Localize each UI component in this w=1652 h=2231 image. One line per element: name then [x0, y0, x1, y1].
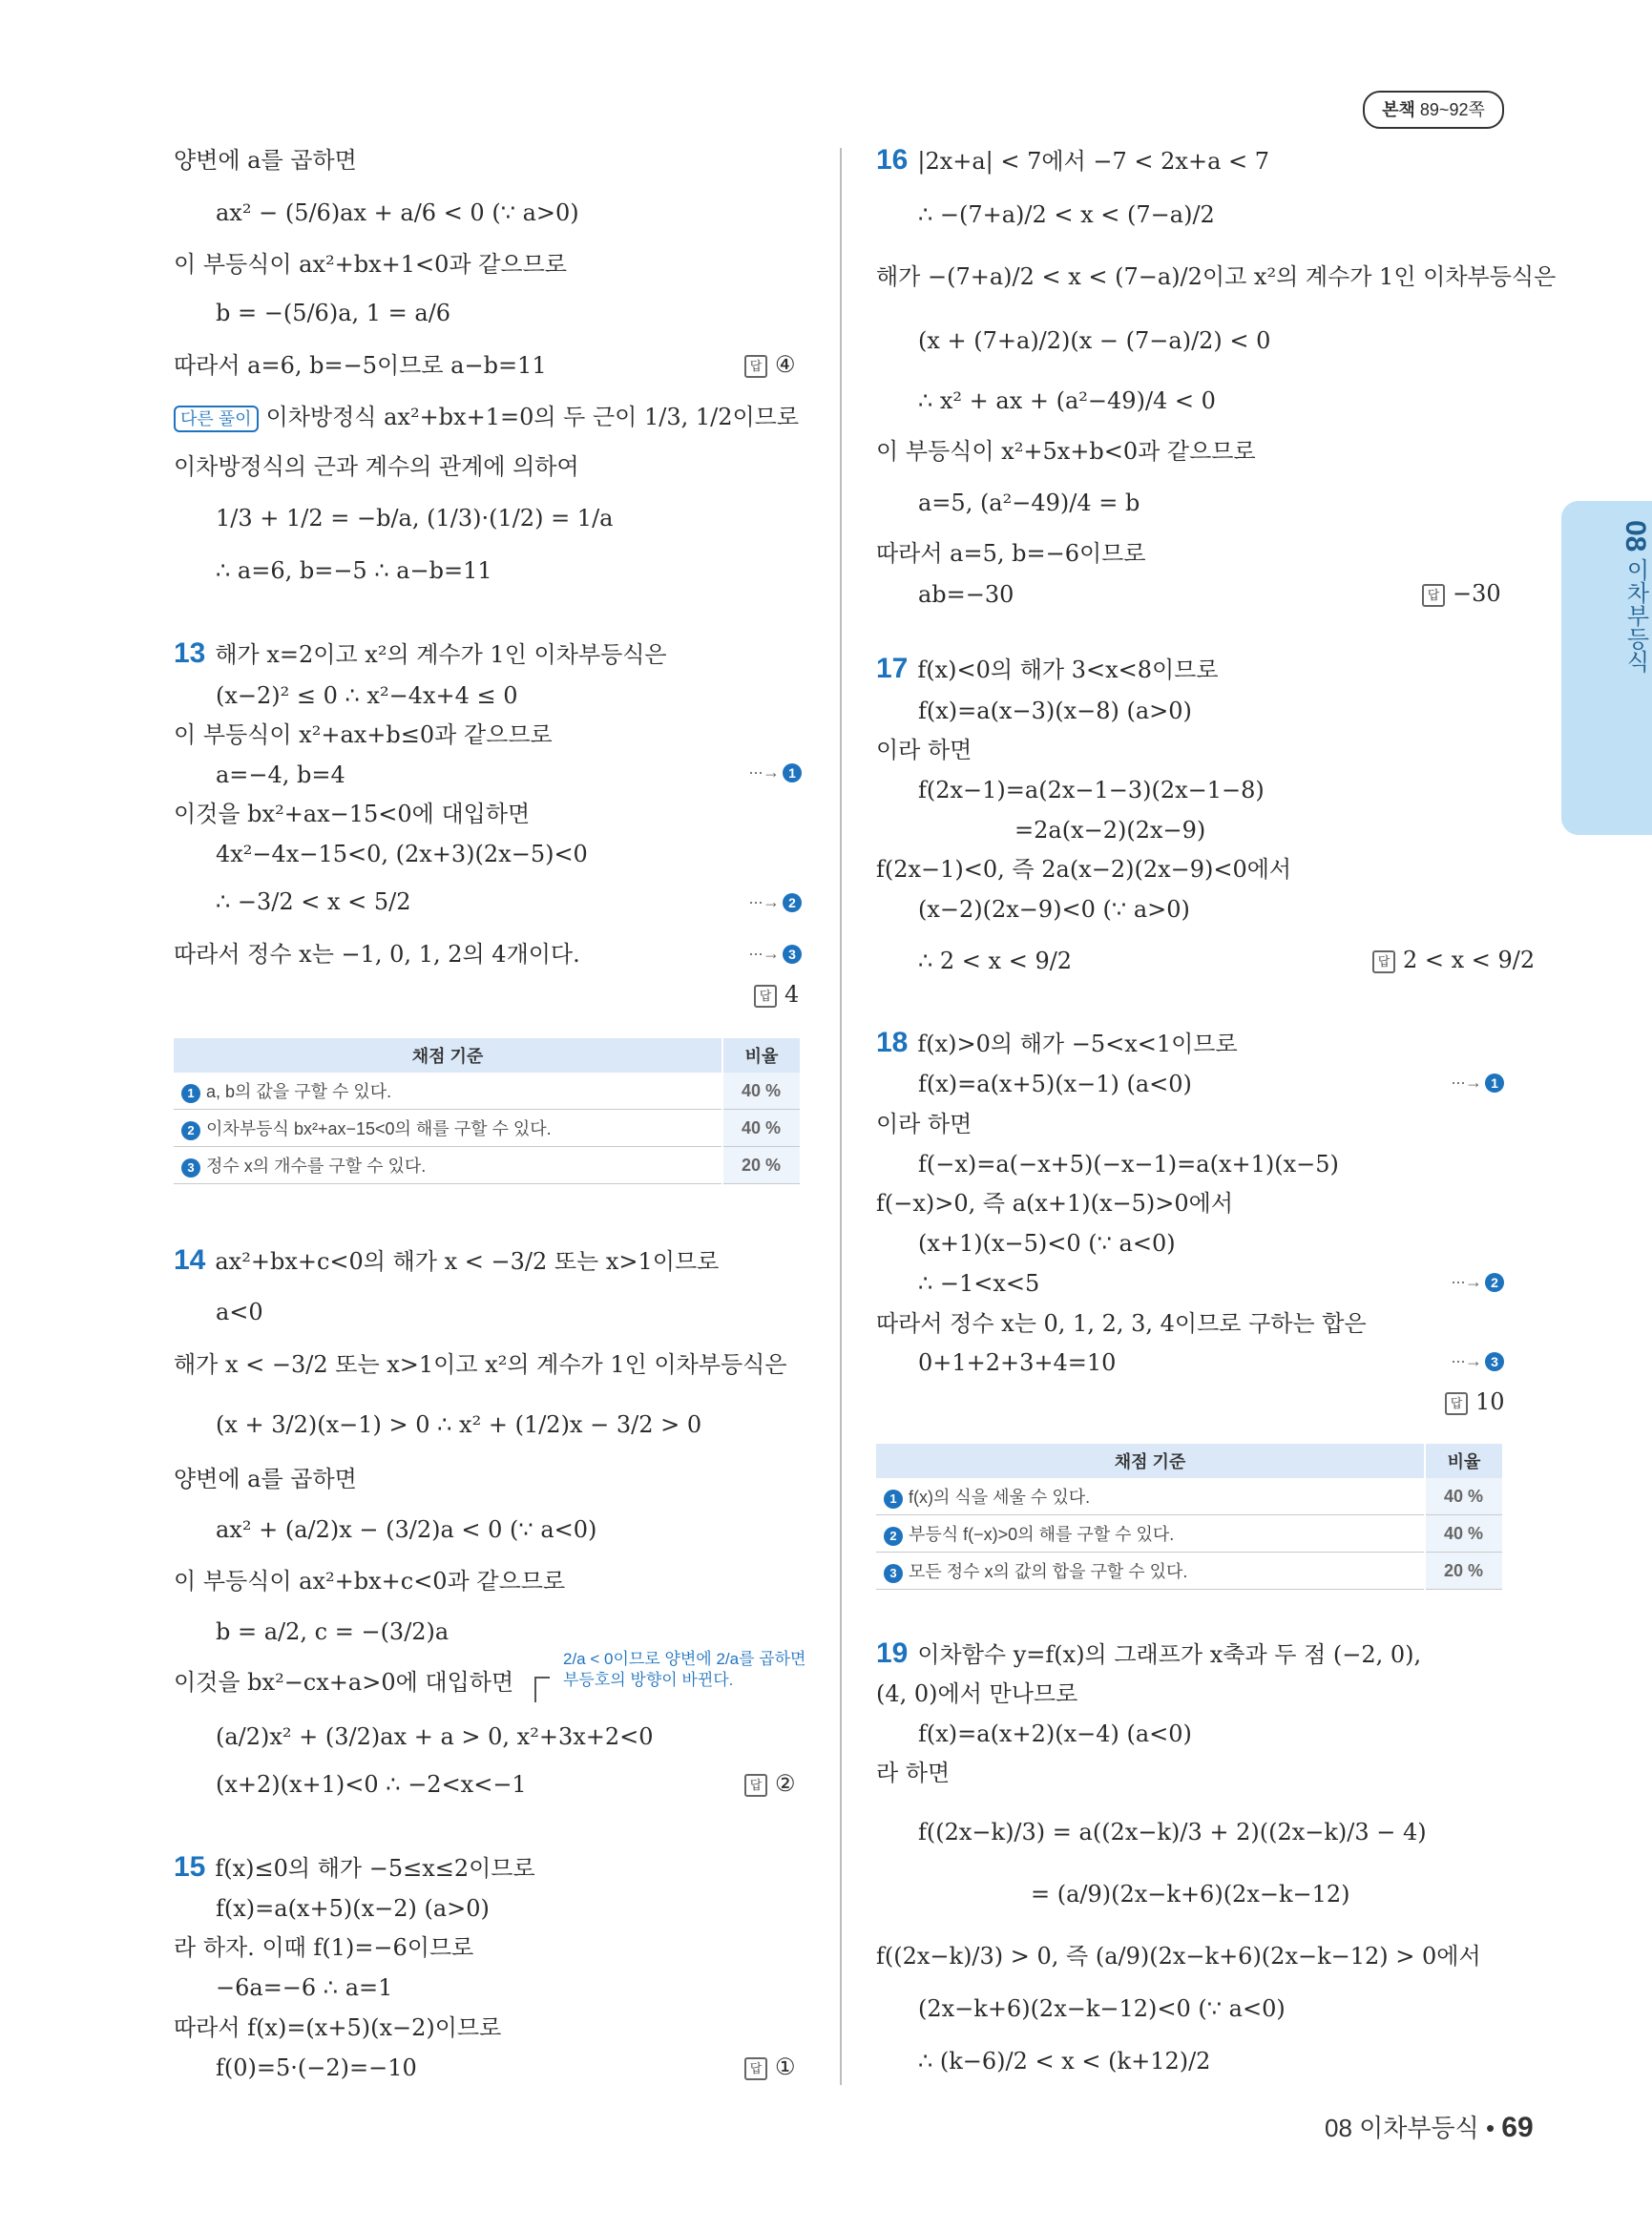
- math-line: f((2x−k)/3) > 0, 즉 (a/9)(2x−k+6)(2x−k−12) > 0에서: [876, 1943, 1481, 1970]
- text-line: 해가 −(7+a)/2 < x < (7−a)/2이고 x²의 계수가 1인 이차부등식은: [876, 263, 1557, 290]
- text-line: 이라 하면: [876, 1111, 972, 1137]
- table-row: 2 부등식 f(−x)>0의 해를 구할 수 있다. 40 %: [876, 1515, 1502, 1553]
- step-marker-2: ···→ 2: [748, 892, 802, 912]
- answer-17: 답 2 < x < 9/2: [1372, 947, 1535, 973]
- grading-table-13: 채점 기준 비율 1 a, b의 값을 구할 수 있다. 40 % 2 이차부등식 bx²+ax−15<0의 해를 구할 수 있다. 40 % 3 정수 x의 개수를 구할 수 있다. 20 %: [174, 1038, 800, 1184]
- text-line: 양변에 a를 곱하면: [174, 1466, 357, 1492]
- text-line: 라 하면: [876, 1760, 951, 1786]
- math-line: ax² + (a/2)x − (3/2)a < 0 (∵ a<0): [216, 1516, 597, 1543]
- math-line: ∴ −3/2 < x < 5/2: [216, 888, 411, 915]
- math-line: (x + 3/2)(x−1) > 0 ∴ x² + (1/2)x − 3/2 > 0: [216, 1411, 702, 1438]
- math-line: (x + (7+a)/2)(x − (7−a)/2) < 0: [918, 327, 1271, 354]
- step-marker-3: ···→ 3: [1451, 1351, 1504, 1371]
- text-line: 이 부등식이 x²+ax+b≤0과 같으므로: [174, 721, 553, 748]
- text-line: 따라서 정수 x는 −1, 0, 1, 2의 4개이다.: [174, 941, 580, 968]
- text-line: 양변에 a를 곱하면: [174, 147, 357, 174]
- math-line: =2a(x−2)(2x−9): [1014, 817, 1206, 844]
- problem-15-head: 15 f(x)≤0의 해가 −5≤x≤2이므로: [174, 1851, 535, 1883]
- math-line: ∴ −1<x<5: [918, 1270, 1040, 1297]
- text-line: 이 부등식이 ax²+bx+c<0과 같으므로: [174, 1568, 566, 1595]
- math-line: b = a/2, c = −(3/2)a: [216, 1618, 450, 1645]
- table-row: 3 정수 x의 개수를 구할 수 있다. 20 %: [174, 1147, 800, 1184]
- math-line: f(−x)=a(−x+5)(−x−1)=a(x+1)(x−5): [918, 1151, 1339, 1178]
- text-line: f(−x)>0, 즉 a(x+1)(x−5)>0에서: [876, 1190, 1234, 1217]
- math-line: 4x²−4x−15<0, (2x+3)(2x−5)<0: [216, 841, 588, 867]
- chapter-title: 이차부등식: [1622, 558, 1648, 674]
- note-text: 2/a < 0이므로 양변에 2/a를 곱하면 부등호의 방향이 바뀐다.: [563, 1650, 806, 1689]
- book-page-reference: 본책 89~92쪽: [1363, 91, 1504, 129]
- column-divider: [840, 148, 842, 2085]
- text-line: 이 부등식이 x²+5x+b<0과 같으므로: [876, 438, 1256, 465]
- math-line: f(x)=a(x+5)(x−1) (a<0): [918, 1071, 1192, 1097]
- math-line: (a/2)x² + (3/2)ax + a > 0, x²+3x+2<0: [216, 1723, 654, 1750]
- table-row: 1 a, b의 값을 구할 수 있다. 40 %: [174, 1073, 800, 1110]
- answer-14: 답 ②: [744, 1770, 796, 1797]
- text-line: (4, 0)에서 만나므로: [876, 1680, 1078, 1707]
- answer-icon: 답: [744, 355, 767, 378]
- problem-number: 13: [174, 637, 206, 669]
- step-marker-3: ···→ 3: [748, 944, 802, 964]
- problem-13-head: 13 해가 x=2이고 x²의 계수가 1인 이차부등식은: [174, 637, 667, 669]
- math-line: ab=−30: [918, 581, 1014, 608]
- math-line: ∴ x² + ax + (a²−49)/4 < 0: [918, 387, 1216, 414]
- page-number: 69: [1501, 2112, 1534, 2143]
- problem-17-head: 17 f(x)<0의 해가 3<x<8이므로: [876, 653, 1219, 684]
- text-line: 라 하자. 이때 f(1)=−6이므로: [174, 1934, 474, 1961]
- text-line: 따라서 정수 x는 0, 1, 2, 3, 4이므로 구하는 합은: [876, 1310, 1367, 1337]
- text-line: 다른 풀이 이차방정식 ax²+bx+1=0의 두 근이 1/3, 1/2이므로: [174, 403, 799, 432]
- footer-chapter: 08 이차부등식: [1325, 2114, 1479, 2142]
- answer-12: 답 ④: [744, 351, 796, 378]
- math-line: b = −(5/6)a, 1 = a/6: [216, 300, 451, 326]
- math-line: a=−4, b=4: [216, 761, 345, 788]
- page-footer: 08 이차부등식 • 69: [1325, 2112, 1534, 2143]
- math-line: (x+1)(x−5)<0 (∵ a<0): [918, 1230, 1176, 1257]
- math-line: f(0)=5·(−2)=−10: [216, 2054, 417, 2081]
- answer-16: 답 −30: [1422, 580, 1501, 607]
- answer-18: 답 10: [1445, 1388, 1505, 1415]
- step-marker-1: ···→ 1: [1451, 1073, 1504, 1093]
- text-line: 이라 하면: [876, 737, 972, 763]
- text-line: 따라서 a=6, b=−5이므로 a−b=11: [174, 352, 547, 379]
- text-line: 해가 x < −3/2 또는 x>1이고 x²의 계수가 1인 이차부등식은: [174, 1351, 787, 1378]
- math-line: f(x)=a(x−3)(x−8) (a>0): [918, 698, 1192, 724]
- math-line: f(x)=a(x+5)(x−2) (a>0): [216, 1895, 490, 1922]
- math-line: = (a/9)(2x−k+6)(2x−k−12): [1031, 1881, 1350, 1908]
- math-line: ∴ −(7+a)/2 < x < (7−a)/2: [918, 201, 1215, 228]
- table-row: 1 f(x)의 식을 세울 수 있다. 40 %: [876, 1478, 1502, 1515]
- math-line: ∴ a=6, b=−5 ∴ a−b=11: [216, 557, 492, 584]
- table-row: 2 이차부등식 bx²+ax−15<0의 해를 구할 수 있다. 40 %: [174, 1110, 800, 1147]
- answer-13: 답 4: [754, 981, 799, 1008]
- math-line: 1/3 + 1/2 = −b/a, (1/3)·(1/2) = 1/a: [216, 505, 614, 532]
- math-line: −6a=−6 ∴ a=1: [216, 1974, 393, 2001]
- math-line: a<0: [216, 1299, 263, 1325]
- problem-18-head: 18 f(x)>0의 해가 −5<x<1이므로: [876, 1027, 1238, 1058]
- math-line: ax² − (5/6)ax + a/6 < 0 (∵ a>0): [216, 199, 579, 226]
- math-line: (2x−k+6)(2x−k−12)<0 (∵ a<0): [918, 1995, 1286, 2022]
- text-line: 이 부등식이 ax²+bx+1<0과 같으므로: [174, 251, 567, 278]
- problem-14-head: 14 ax²+bx+c<0의 해가 x < −3/2 또는 x>1이므로: [174, 1244, 720, 1276]
- math-line: (x−2)² ≤ 0 ∴ x²−4x+4 ≤ 0: [216, 682, 518, 709]
- math-line: f(2x−1)=a(2x−1−3)(2x−1−8): [918, 777, 1265, 803]
- chapter-side-tab[interactable]: [1561, 501, 1652, 835]
- note-bracket: [534, 1677, 550, 1702]
- math-line: 0+1+2+3+4=10: [918, 1349, 1117, 1376]
- math-line: ∴ 2 < x < 9/2: [918, 948, 1073, 974]
- math-line: (x−2)(2x−9)<0 (∵ a>0): [918, 896, 1190, 923]
- other-solution-badge: 다른 풀이: [174, 406, 259, 432]
- table-row: 3 모든 정수 x의 값의 합을 구할 수 있다. 20 %: [876, 1553, 1502, 1590]
- text-line: 이것을 bx²+ax−15<0에 대입하면: [174, 801, 531, 827]
- text-line: 이차방정식의 근과 계수의 관계에 의하여: [174, 453, 579, 480]
- step-marker-1: ···→ 1: [748, 762, 802, 782]
- math-line: a=5, (a²−49)/4 = b: [918, 490, 1140, 516]
- text-line: 따라서 f(x)=(x+5)(x−2)이므로: [174, 2014, 502, 2041]
- math-line: (x+2)(x+1)<0 ∴ −2<x<−1: [216, 1771, 527, 1798]
- text-line: f(2x−1)<0, 즉 2a(x−2)(2x−9)<0에서: [876, 856, 1292, 883]
- problem-16-head: 16 |2x+a| < 7에서 −7 < 2x+a < 7: [876, 144, 1270, 176]
- math-line: f(x)=a(x+2)(x−4) (a<0): [918, 1720, 1192, 1747]
- text-line: 따라서 a=5, b=−6이므로: [876, 540, 1146, 567]
- chapter-number: 08: [1620, 520, 1651, 553]
- math-line: ∴ (k−6)/2 < x < (k+12)/2: [918, 2048, 1211, 2075]
- grading-table-18: 채점 기준 비율 1 f(x)의 식을 세울 수 있다. 40 % 2 부등식 f(−x)>0의 해를 구할 수 있다. 40 % 3 모든 정수 x의 값의 합을 구할 수 있다. 20 %: [876, 1444, 1502, 1590]
- text-line: 이것을 bx²−cx+a>0에 대입하면: [174, 1669, 514, 1696]
- problem-19-head: 19 이차함수 y=f(x)의 그래프가 x축과 두 점 (−2, 0),: [876, 1637, 1422, 1669]
- step-marker-2: ···→ 2: [1451, 1272, 1504, 1292]
- answer-15: 답 ①: [744, 2054, 796, 2080]
- math-line: f((2x−k)/3) = a((2x−k)/3 + 2)((2x−k)/3 − 4): [918, 1819, 1427, 1845]
